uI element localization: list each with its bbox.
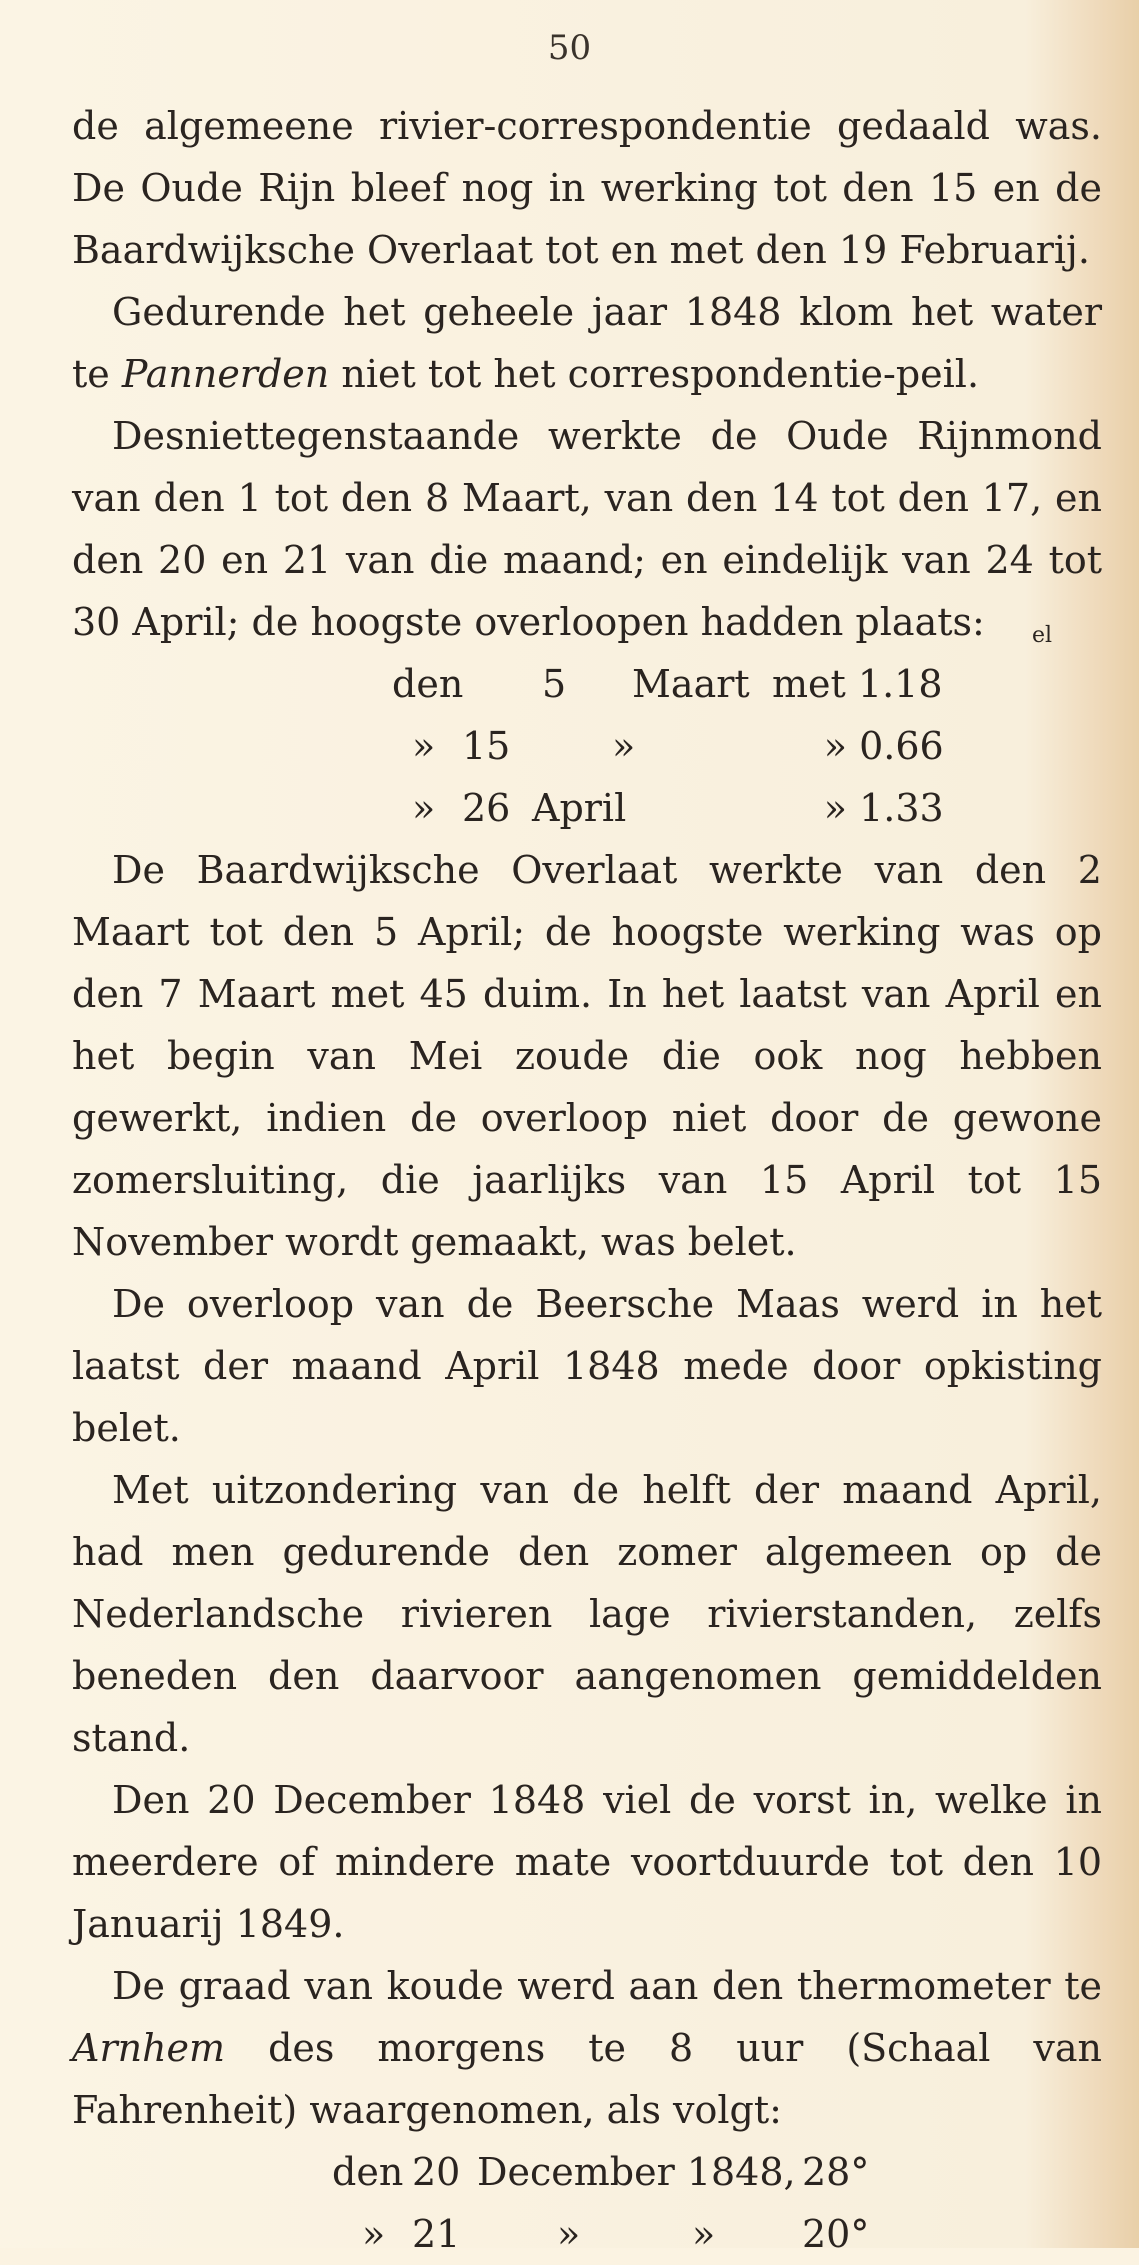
row-met-word: » [823, 786, 847, 830]
row-month: » [612, 724, 636, 768]
row-met-word: met [772, 662, 846, 706]
page-number: 50 [547, 28, 592, 68]
paragraph-6: Met uitzondering van de helft der maand April, had men gedurende den zomer algemeen op de Nederlandsche rivieren lage rivierstanden, zelfs beneden den daarvoor aangenomen gemiddelden stand. [72, 1468, 1102, 1760]
place-pannerden: Pannerden [121, 352, 330, 396]
paragraph-1: de algemeene rivier-correspondentie gedaald was. De Oude Rijn bleef nog in werking tot den 15 en de Baardwijksche Overlaat tot en met den 19 Februarij. [72, 104, 1102, 272]
table-row [332, 2203, 1102, 2265]
paragraph-8-text: De graad van koude werd aan den thermometer te [112, 1964, 1102, 2008]
row-met [772, 653, 943, 715]
paragraph-7: Den 20 December 1848 viel de vorst in, welke in meerdere of mindere mate voortduurde tot den 10 Januarij 1849. [72, 1778, 1102, 1946]
temperature-table [72, 2141, 1102, 2265]
row-value: 1.33 [859, 786, 944, 830]
table-row [332, 2141, 1102, 2203]
temp-prefix: den [332, 2150, 404, 2194]
paragraph-2-text: Gedurende het geheele jaar 1848 klom het water te [72, 290, 1102, 396]
row-day: 15 [462, 724, 511, 768]
temp-ditto: » [692, 2212, 716, 2256]
row-month: April [532, 786, 627, 830]
row-prefix: » [412, 786, 436, 830]
row-month: Maart [632, 662, 750, 706]
row-day: 5 [542, 662, 567, 706]
temp-month: » [557, 2212, 581, 2256]
paragraph-8-cont: des morgens te 8 uur (Schaal van Fahrenheit) waargenomen, als volgt: [72, 2026, 1102, 2132]
row-prefix: » [412, 724, 436, 768]
page-body [72, 95, 1102, 2265]
paragraph-4: De Baardwijksche Overlaat werkte van den 2 Maart tot den 5 April; de hoogste werking was op den 7 Maart met 45 duim. In het laatst van April en het begin van Mei zoude die ook nog hebben gewerkt, indien de overloop niet door de gewone zomersluiting, die jaarlijks van 15 April tot 15 November wordt gemaakt, was belet. [72, 848, 1102, 1264]
temp-month: December 1848, [477, 2150, 796, 2194]
paragraph-8 [72, 1955, 1102, 2141]
row-prefix: den [392, 662, 464, 706]
temp-prefix: » [362, 2212, 386, 2256]
place-arnhem: Arnhem [72, 2026, 226, 2070]
row-day: 26 [462, 786, 511, 830]
temp-value: 20° [802, 2212, 870, 2256]
temp-day: 21 [412, 2212, 461, 2256]
row-met [772, 777, 944, 839]
table-row [392, 623, 1102, 715]
paragraph-5: De overloop van de Beersche Maas werd in het laatst der maand April 1848 mede door opkisting belet. [72, 1282, 1102, 1450]
overloop-table [72, 623, 1102, 839]
row-value: 1.18 [857, 662, 943, 706]
unit-label: el [1032, 623, 1053, 648]
paragraph-3: Desniettegenstaande werkte de Oude Rijnmond van den 1 tot den 8 Maart, van den 14 tot den 17, en den 20 en 21 van die maand; en eindelijk van 24 tot 30 April; de hoogste overloopen hadden plaats: [72, 414, 1102, 644]
temp-value: 28° [802, 2150, 870, 2194]
table-row [392, 777, 1102, 839]
paragraph-2-cont: niet tot het correspondentie-peil. [341, 352, 980, 396]
paragraph-2 [72, 281, 1102, 405]
row-value: 0.66 [859, 724, 944, 768]
row-met [772, 715, 944, 777]
row-met-word: » [823, 724, 847, 768]
temp-day: 20 [412, 2150, 461, 2194]
table-row [392, 715, 1102, 777]
